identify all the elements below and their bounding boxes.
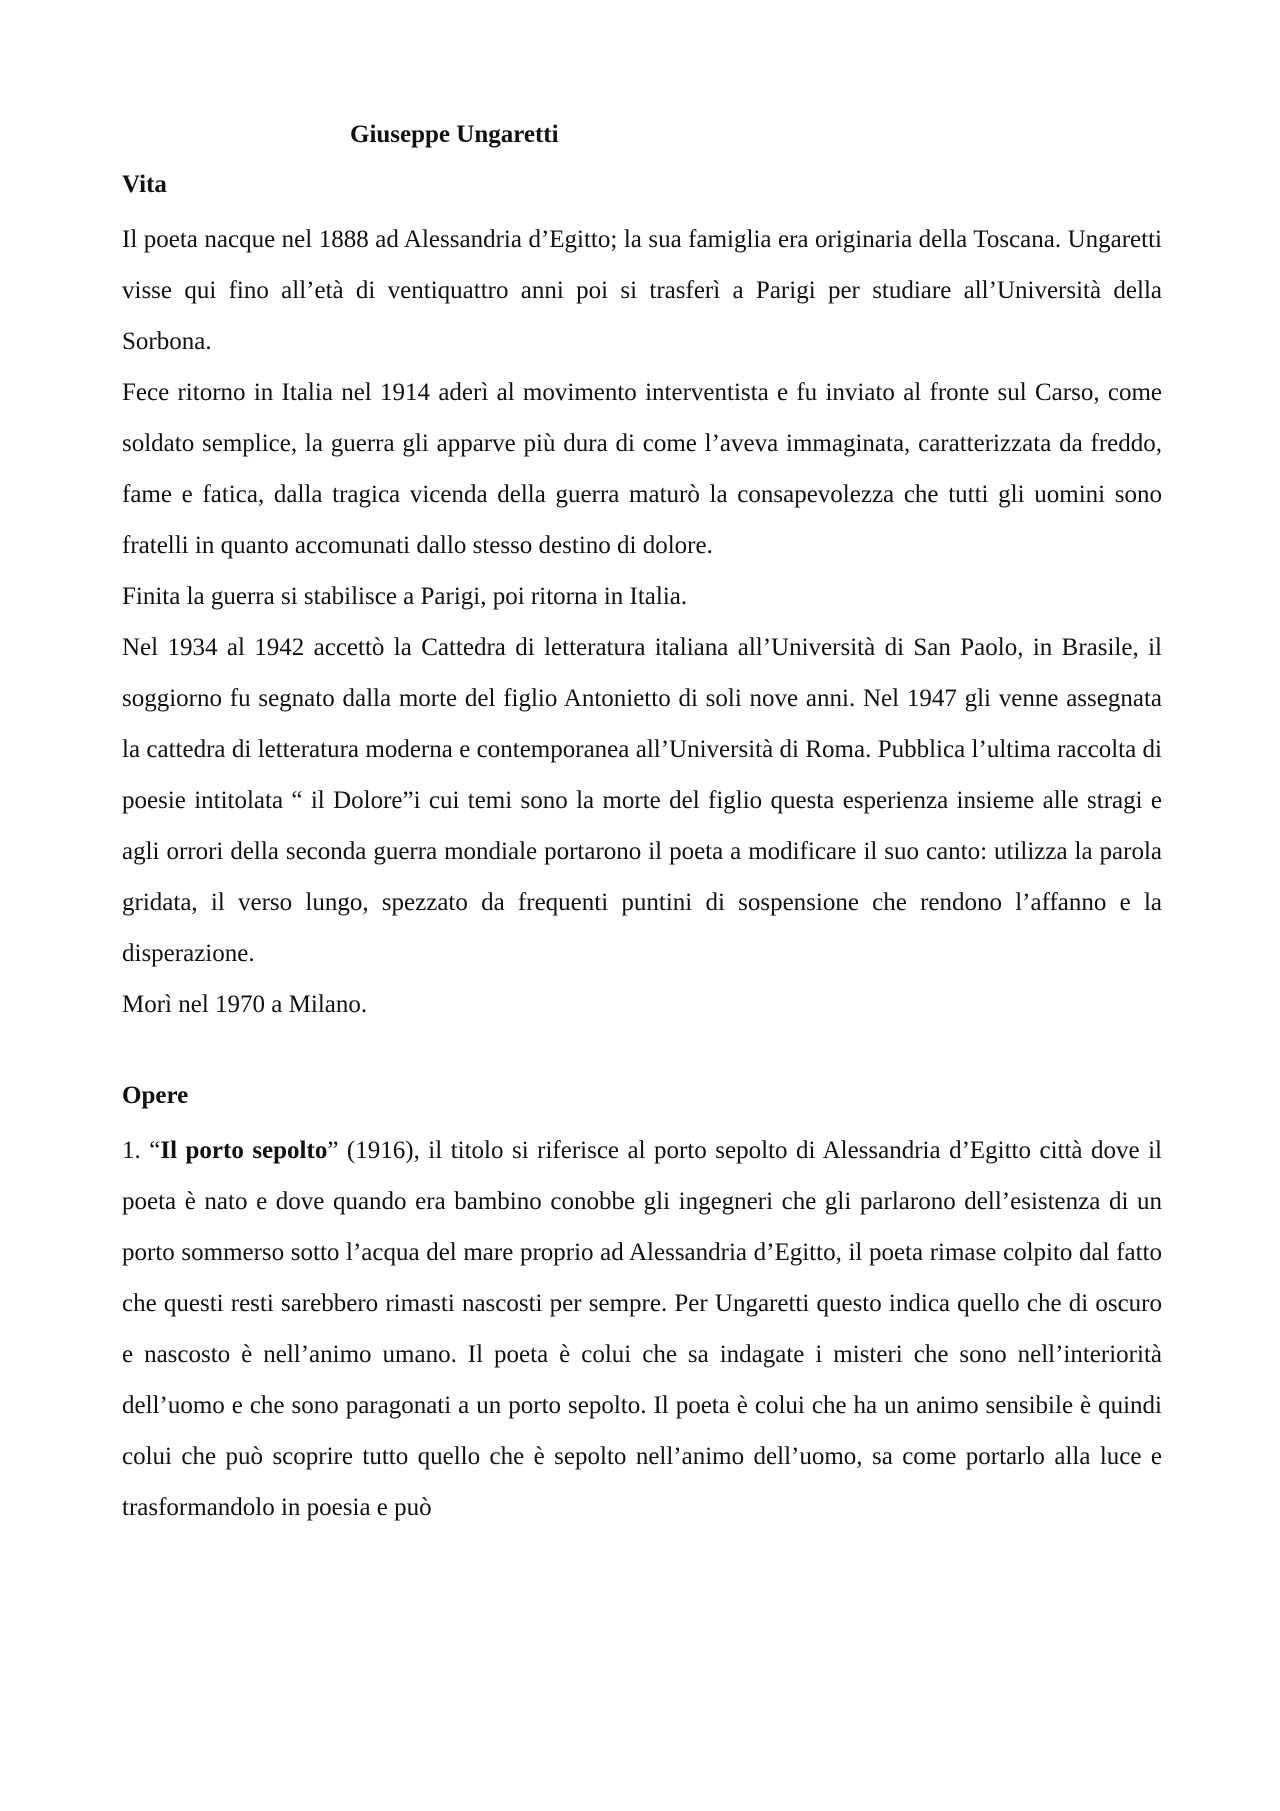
- paragraph: Il poeta nacque nel 1888 ad Alessandria d’Egitto; la sua famiglia era originaria della Toscana. Ungaretti visse qui fino all’età di ventiquattro anni poi si trasferì a Parigi per studiare all’Università della Sorbona.: [122, 226, 1162, 355]
- section-spacer: [122, 1030, 1162, 1081]
- document-page: [122, 120, 1162, 1533]
- item-prefix: 1. “: [122, 1137, 161, 1164]
- section-heading-opere: Opere: [122, 1082, 189, 1109]
- paragraph: Nel 1934 al 1942 accettò la Cattedra di letteratura italiana all’Università di San Paolo, in Brasile, il soggiorno fu segnato dalla morte del figlio Antonietto di soli nove anni. Nel 1947 gli venne assegnata la cattedra di letteratura moderna e contemporanea all’Università di Roma. Pubblica l’ultima raccolta di poesie intitolata “ il Dolore”i cui temi sono la morte del figlio questa esperienza insieme alle stragi e agli orrori della seconda guerra mondiale portarono il poeta a modificare il suo canto: utilizza la parola gridata, il verso lungo, spezzato da frequenti puntini di sospensione che rendono l’affanno e la disperazione.: [122, 634, 1162, 967]
- work-title: Il porto sepolto: [160, 1137, 328, 1164]
- paragraph: Finita la guerra si stabilisce a Parigi, poi ritorna in Italia.: [122, 583, 688, 610]
- paragraph: Fece ritorno in Italia nel 1914 aderì al movimento interventista e fu inviato al fronte sul Carso, come soldato semplice, la guerra gli apparve più dura di come l’aveva immaginata, caratterizzata da freddo, fame e fatica, dalla tragica vicenda della guerra maturò la consapevolezza che tutti gli uomini sono fratelli in quanto accomunati dallo stesso destino di dolore.: [122, 379, 1162, 559]
- item-text: ” (1916), il titolo si riferisce al porto sepolto di Alessandria d’Egitto città dove il poeta è nato e dove quando era bambino conobbe gli ingegneri che gli parlarono dell’esistenza di un porto sommerso sotto l’acqua del mare proprio ad Alessandria d’Egitto, il poeta rimase colpito dal fatto che questi resti sarebbero rimasti nascosti per sempre. Per Ungaretti questo indica quello che di oscuro e nascosto è nell’animo umano. Il poeta è colui che sa indagate i misteri che sono nell’interiorità dell’uomo e che sono paragonati a un porto sepolto. Il poeta è colui che ha un animo sensibile è quindi colui che può scoprire tutto quello che è sepolto nell’animo dell’uomo, sa come portarlo alla luce e trasformandolo in poesia e può: [122, 1137, 1162, 1521]
- section-heading-vita: Vita: [122, 171, 167, 198]
- document-title: Giuseppe Ungaretti: [350, 121, 559, 148]
- opere-item-1: [122, 1125, 1162, 1533]
- paragraph: Morì nel 1970 a Milano.: [122, 991, 368, 1018]
